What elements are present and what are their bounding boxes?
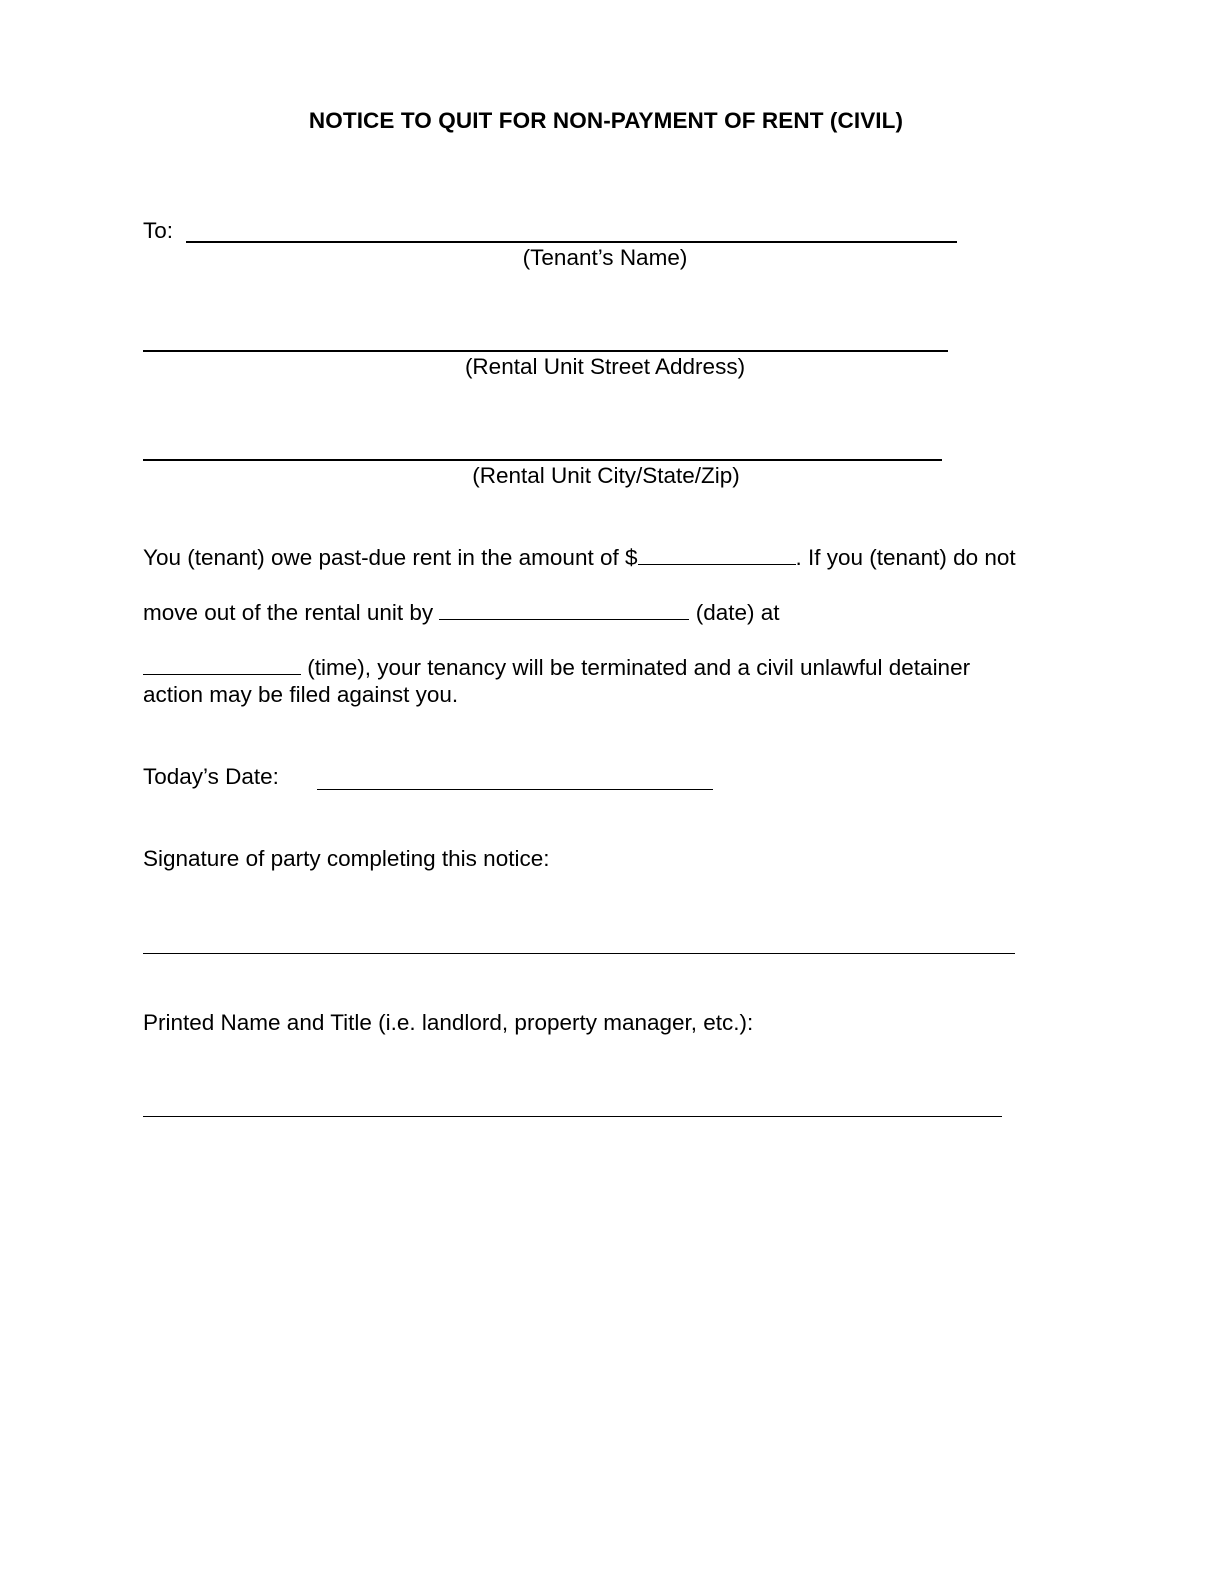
printed-name-line[interactable] bbox=[143, 1116, 1002, 1117]
rent-amount-text: You (tenant) owe past-due rent in the amount of $ bbox=[143, 545, 638, 570]
printed-name-label: Printed Name and Title (i.e. landlord, property manager, etc.): bbox=[143, 1010, 754, 1035]
signature-label: Signature of party completing this notice: bbox=[143, 846, 550, 871]
todays-date-label: Today’s Date: bbox=[143, 764, 279, 789]
document-title: NOTICE TO QUIT FOR NON-PAYMENT OF RENT (CIVIL) bbox=[308, 108, 904, 133]
signature-line[interactable] bbox=[143, 953, 1015, 954]
todays-date-line[interactable] bbox=[317, 789, 713, 790]
termination-text: (time), your tenancy will be terminated and a civil unlawful detainer bbox=[307, 655, 971, 680]
paragraph-line-3 bbox=[143, 654, 970, 682]
street-address-caption: (Rental Unit Street Address) bbox=[464, 354, 746, 379]
move-out-warning-text: . If you (tenant) do not bbox=[795, 545, 1016, 570]
tenant-name-line[interactable] bbox=[186, 241, 957, 243]
city-state-zip-line[interactable] bbox=[143, 459, 942, 461]
move-out-time-blank[interactable] bbox=[143, 656, 301, 675]
paragraph-line-1 bbox=[143, 544, 1016, 572]
tenant-name-caption: (Tenant’s Name) bbox=[522, 245, 688, 270]
to-label: To: bbox=[143, 218, 174, 243]
move-out-text: move out of the rental unit by bbox=[143, 600, 434, 625]
street-address-line[interactable] bbox=[143, 350, 948, 352]
city-state-zip-caption: (Rental Unit City/State/Zip) bbox=[472, 463, 740, 488]
paragraph-line-4: action may be filed against you. bbox=[143, 682, 459, 707]
rent-amount-blank[interactable] bbox=[638, 546, 796, 565]
date-at-text: (date) at bbox=[695, 600, 780, 625]
move-out-date-blank[interactable] bbox=[439, 601, 689, 620]
paragraph-line-2 bbox=[143, 599, 780, 627]
